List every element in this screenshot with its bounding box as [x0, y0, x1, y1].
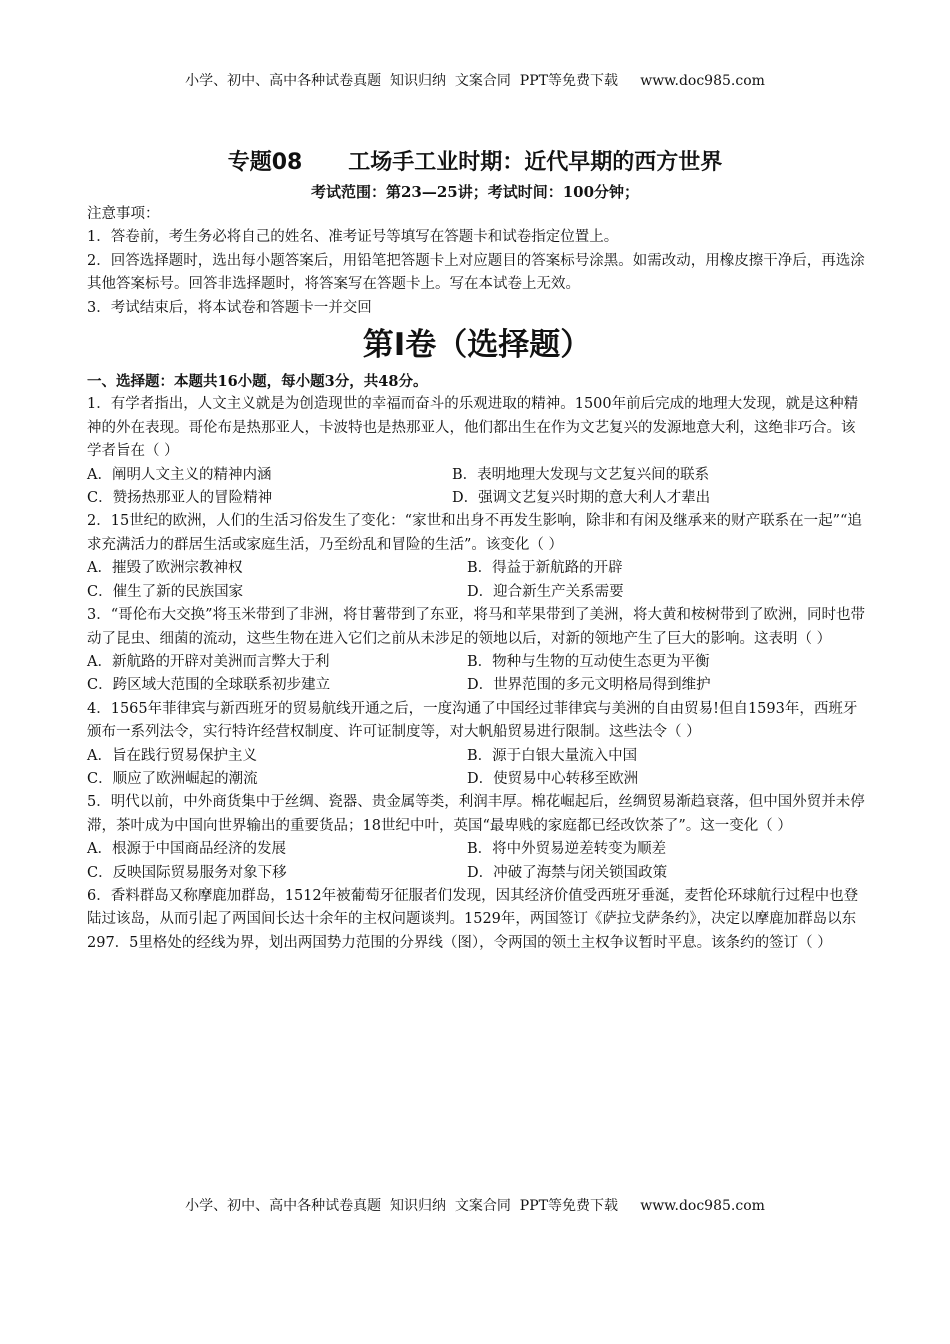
options [87, 557, 867, 604]
option-b: B．源于白银大量流入中国 [467, 747, 638, 764]
question-3 [87, 604, 867, 698]
document-body [87, 203, 867, 955]
question-stem: 5．明代以前，中外商货集中于丝绸、瓷器、贵金属等类，利润丰厚。棉花崛起后，丝绸贸易渐趋衰落，但中国外贸并未停滞，茶叶成为中国向世界输出的重要货品；18世纪中叶，英国“最卑贱的家庭都已经改饮茶了”。这一变化（ ） [87, 794, 865, 834]
question-5 [87, 791, 867, 885]
options [87, 651, 867, 698]
option-b: B．物种与生物的互动使生态更为平衡 [467, 653, 710, 670]
option-a: A．摧毁了欧洲宗教神权 [87, 560, 243, 577]
options [87, 838, 867, 885]
notice-item: 1．答卷前，考生务必将自己的姓名、准考证号等填写在答题卡和试卷指定位置上。 [87, 229, 619, 246]
question-stem: 6．香料群岛又称摩鹿加群岛，1512年被葡萄牙征服者们发现，因其经济价值受西班牙垂涎，麦哲伦环球航行过程中也登陆过该岛，从而引起了两国间长达十余年的主权问题谈判。1529年，两国签订《萨拉戈萨条约》，决定以摩鹿加群岛以东297．5里格处的经线为界，划出两国势力范围的分界线（图），令两国的领土主权争议暂时平息。该条约的签订（ ） [87, 887, 859, 951]
part-heading: 一、选择题：本题共16小题，每小题3分，共48分。 [87, 373, 428, 391]
notice-heading: 注意事项： [87, 206, 160, 222]
question-stem: 4．1565年菲律宾与新西班牙的贸易航线开通之后，一度沟通了中国经过菲律宾与美洲的自由贸易!但自1593年，西班牙颁布一系列法令，实行特许经营权制度、许可证制度等，对大帆船贸易进行限制。这些法令（ ） [87, 700, 858, 741]
option-b: B．表明地理大发现与文艺复兴间的联系 [452, 466, 710, 483]
option-c: C．赞扬热那亚人的冒险精神 [87, 490, 273, 507]
option-d: D．使贸易中心转移至欧洲 [467, 770, 639, 787]
option-a: A．旨在践行贸易保护主义 [87, 747, 257, 764]
options [87, 745, 867, 792]
page-header: 小学、初中、高中各种试卷真题 知识归纳 文案合同 PPT等免费下载 www.doc985.com [185, 73, 765, 89]
notice-item: 2．回答选择题时，选出每小题答案后，用铅笔把答题卡上对应题目的答案标号涂黑。如需改动，用橡皮擦干净后，再选涂其他答案标号。回答非选择题时，将答案写在答题卡上。写在本试卷上无效。 [87, 252, 865, 293]
option-a: A．根源于中国商品经济的发展 [87, 841, 286, 858]
option-c: C．反映国际贸易服务对象下移 [87, 864, 287, 881]
notice-item: 3．考试结束后，将本试卷和答题卡一并交回 [87, 299, 372, 316]
option-c: C．跨区域大范围的全球联系初步建立 [87, 677, 331, 694]
option-b: B．将中外贸易逆差转变为顺差 [467, 841, 667, 858]
option-d: D．迎合新生产关系需要 [467, 583, 624, 600]
option-c: C．催生了新的民族国家 [87, 583, 244, 600]
option-a: A．新航路的开辟对美洲而言弊大于利 [87, 653, 330, 670]
exam-scope: 考试范围：第23—25讲；考试时间：100分钟； [310, 183, 640, 201]
page-title: 专题08 工场手工业时期：近代早期的西方世界 [227, 150, 723, 175]
page-footer: 小学、初中、高中各种试卷真题 知识归纳 文案合同 PPT等免费下载 www.doc985.com [185, 1198, 765, 1214]
question-1 [87, 393, 867, 510]
question-stem: 1．有学者指出，人文主义就是为创造现世的幸福而奋斗的乐观进取的精神。1500年前后完成的地理大发现，就是这种精神的外在表现。哥伦布是热那亚人，卡波特也是热那亚人，他们都出生在作为文艺复兴的发源地意大利，这绝非巧合。该学者旨在（ ） [87, 396, 859, 460]
question-2 [87, 510, 867, 604]
section-title: 第I卷（选择题） [362, 327, 592, 364]
option-d: D．强调文艺复兴时期的意大利人才辈出 [452, 490, 711, 507]
question-6 [87, 885, 867, 955]
question-stem: 2．15世纪的欧洲，人们的生活习俗发生了变化：“家世和出身不再发生影响，除非和有闲及继承来的财产联系在一起”“追求充满活力的群居生活或家庭生活，乃至纷乱和冒险的生活”。该变化（ ） [87, 513, 862, 553]
question-4 [87, 698, 867, 792]
option-d: D．冲破了海禁与闭关锁国政策 [467, 864, 668, 881]
option-b: B．得益于新航路的开辟 [467, 560, 623, 577]
question-stem: 3．“哥伦布大交换”将玉米带到了非洲，将甘薯带到了东亚，将马和苹果带到了美洲，将大黄和桉树带到了欧洲，同时也带动了昆虫、细菌的流动，这些生物在进入它们之前从未涉足的领地以后，对新的领地产生了巨大的影响。这表明（ ） [87, 607, 866, 647]
options [87, 464, 867, 511]
option-c: C．顺应了欧洲崛起的潮流 [87, 770, 258, 787]
option-d: D．世界范围的多元文明格局得到维护 [467, 677, 711, 694]
option-a: A．阐明人文主义的精神内涵 [87, 466, 272, 483]
